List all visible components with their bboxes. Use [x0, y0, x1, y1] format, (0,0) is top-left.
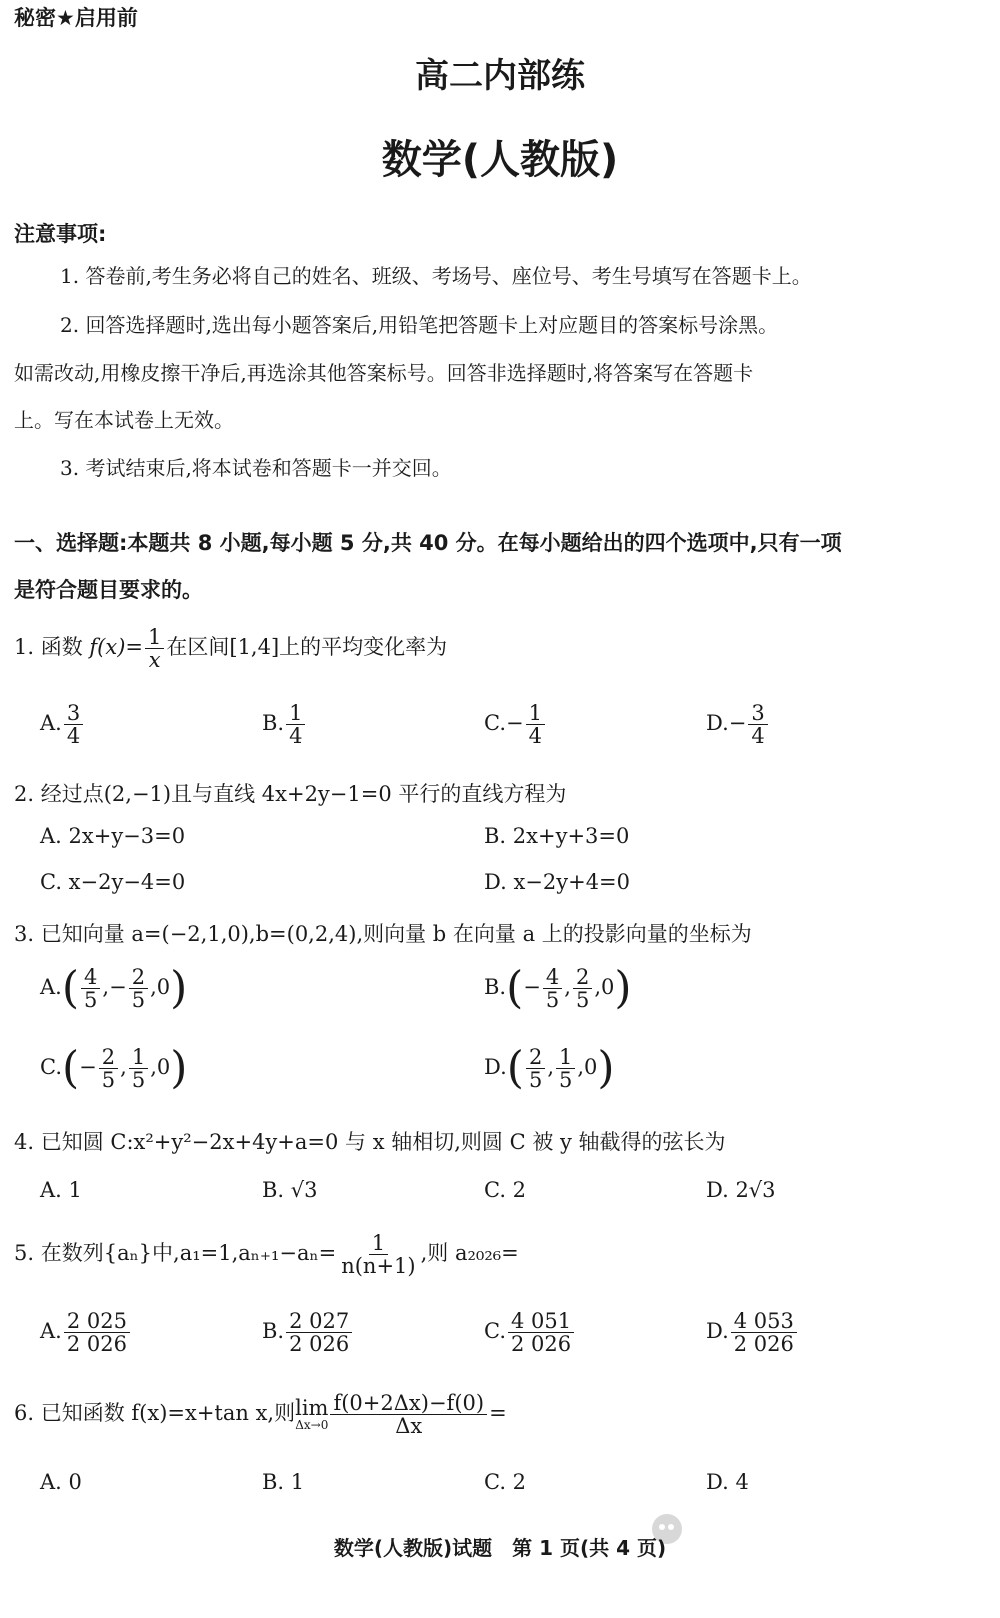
q5-prefix: 5. 在数列{aₙ}中,a₁=1,aₙ₊₁−aₙ=: [14, 1241, 337, 1266]
option-num: 4: [543, 966, 562, 989]
notice-heading: 注意事项:: [14, 222, 107, 246]
q3-option-a[interactable]: A.( $\frac{4}{5}$ ,− $\frac{2}{5}$ ,0): [40, 962, 188, 1014]
q1-option-a[interactable]: [40, 702, 85, 747]
q2-option-c[interactable]: C. x−2y−4=0: [40, 870, 186, 894]
option-label: A.: [40, 711, 62, 736]
option-fraction: [526, 1046, 545, 1091]
option-num: 1: [286, 702, 305, 725]
question-3: 3. 已知向量 a=(−2,1,0),b=(0,2,4),则向量 b 在向量 a 上的投影向量的坐标为: [14, 922, 752, 946]
option-den: 5: [559, 1068, 573, 1093]
q6-prefix: 6. 已知函数 f(x)=x+tan x,则: [14, 1401, 296, 1426]
notice-item-1: 1. 答卷前,考生务必将自己的姓名、班级、考场号、座位号、考生号填写在答题卡上。: [60, 264, 812, 288]
q5-option-c[interactable]: [484, 1310, 576, 1355]
option-den: 4: [66, 724, 81, 749]
page-footer: 数学(人教版)试题 第 1 页(共 4 页): [333, 1536, 667, 1560]
option-den: 4: [528, 724, 542, 749]
option-fraction: [731, 1310, 797, 1355]
exam-subtitle: 数学(人教版): [381, 137, 619, 183]
option-num: 1: [526, 702, 545, 725]
option-tail: ,0: [150, 1055, 171, 1080]
option-den: 5: [545, 988, 560, 1013]
q6-num: f(0+2Δx)−f(0): [330, 1392, 487, 1415]
option-num: 2: [99, 1046, 118, 1069]
option-label: D.: [706, 711, 729, 736]
option-label: B.: [262, 1319, 285, 1344]
option-tail: ,0: [577, 1055, 598, 1080]
section-line-1: 一、选择题:本题共 8 小题,每小题 5 分,共 40 分。在每小题给出的四个选项中,只有一项: [14, 531, 842, 555]
question-2: 2. 经过点(2,−1)且与直线 4x+2y−1=0 平行的直线方程为: [14, 782, 567, 806]
option-fraction: [556, 1046, 575, 1091]
q6-suffix: =: [489, 1401, 507, 1426]
q1-num: 1: [145, 626, 164, 649]
q6-option-b[interactable]: B. 1: [262, 1470, 305, 1494]
option-label: C.: [484, 1319, 506, 1344]
question-1: [14, 626, 447, 671]
option-num: 1: [556, 1046, 575, 1069]
q1-option-d[interactable]: [706, 702, 770, 747]
option-den: 5: [84, 988, 98, 1013]
option-sign: −: [109, 975, 127, 1000]
q4-option-d[interactable]: D. 2√3: [706, 1178, 776, 1202]
q1-fx: f(x)=: [89, 635, 143, 660]
right-paren: ): [614, 962, 632, 1014]
q1-fraction: [145, 626, 164, 671]
option-num: 2: [129, 966, 148, 989]
option-sign: −: [728, 711, 747, 736]
option-den: 5: [575, 988, 590, 1013]
option-num: 1: [129, 1046, 148, 1069]
option-label: B.: [484, 975, 507, 1000]
option-den: 5: [528, 1068, 543, 1093]
option-fraction: [573, 966, 592, 1011]
question-5: [14, 1232, 519, 1277]
option-num: 2: [573, 966, 592, 989]
q4-option-c[interactable]: C. 2: [484, 1178, 527, 1202]
question-4: 4. 已知圆 C:x²+y²−2x+4y+a=0 与 x 轴相切,则圆 C 被 y 轴截得的弦长为: [14, 1130, 726, 1154]
lim-word: lim: [295, 1396, 329, 1421]
notice-item-2-line2: 如需改动,用橡皮擦干净后,再选涂其他答案标号。回答非选择题时,将答案写在答题卡: [14, 361, 754, 385]
option-fraction: [748, 702, 767, 747]
notice-item-3: 3. 考试结束后,将本试卷和答题卡一并交回。: [60, 456, 452, 480]
q5-num: 1: [369, 1232, 388, 1255]
option-fraction: [81, 966, 100, 1011]
left-paren: (: [506, 1042, 524, 1094]
option-den: 2 026: [733, 1332, 794, 1357]
option-sign: −: [79, 1055, 97, 1080]
option-sign: −: [523, 975, 541, 1000]
q6-den: Δx: [395, 1414, 423, 1439]
right-paren: ): [170, 1042, 188, 1094]
option-num: 2 027: [286, 1310, 352, 1333]
option-label: A.: [40, 1319, 62, 1344]
q5-fraction: [338, 1232, 418, 1277]
q6-limit: [295, 1398, 328, 1431]
option-fraction: [64, 702, 83, 747]
confidential-label: 秘密★启用前: [14, 6, 138, 30]
option-fraction: [286, 1310, 352, 1355]
q5-den: n(n+1): [341, 1254, 416, 1279]
option-num: 4 051: [508, 1310, 574, 1333]
left-paren: (: [506, 962, 524, 1014]
section-heading: [14, 520, 974, 614]
option-fraction: [99, 1046, 118, 1091]
left-paren: (: [61, 962, 80, 1014]
q1-prefix: 1. 函数: [14, 635, 90, 660]
q1-option-c[interactable]: [484, 702, 547, 747]
q5-suffix: ,则 a₂₀₂₆=: [420, 1241, 519, 1266]
option-label: C.: [484, 711, 506, 736]
q6-fraction: [330, 1392, 487, 1437]
option-label: A.: [40, 975, 62, 1000]
option-den: 4: [751, 724, 765, 749]
question-6: [14, 1392, 507, 1437]
option-den: 5: [131, 1068, 146, 1093]
option-fraction: [286, 702, 305, 747]
q3-option-d[interactable]: D.( $\frac{2}{5}$ , $\frac{1}{5}$ ,0): [484, 1042, 615, 1094]
option-den: 4: [289, 724, 303, 749]
q4-option-a[interactable]: A. 1: [40, 1178, 82, 1202]
q4-option-b[interactable]: B. √3: [262, 1178, 318, 1202]
right-paren: ): [597, 1042, 615, 1094]
q6-option-d[interactable]: D. 4: [706, 1470, 749, 1494]
option-label: B.: [262, 711, 285, 736]
option-den: 5: [101, 1068, 116, 1093]
option-fraction: [64, 1310, 130, 1355]
option-num: 2: [526, 1046, 545, 1069]
option-fraction: [129, 966, 148, 1011]
q5-option-a[interactable]: [40, 1310, 132, 1355]
option-num: 4: [81, 966, 100, 989]
option-label: C.: [40, 1055, 62, 1080]
q2-option-d[interactable]: D. x−2y+4=0: [484, 870, 631, 894]
exam-title: 高二内部练: [415, 56, 585, 96]
option-sign: −: [506, 711, 524, 736]
q6-option-c[interactable]: C. 2: [484, 1470, 527, 1494]
q2-option-b[interactable]: B. 2x+y+3=0: [484, 824, 630, 848]
q1-suffix: 在区间[1,4]上的平均变化率为: [166, 635, 448, 660]
q5-option-d[interactable]: [706, 1310, 799, 1355]
option-fraction: [543, 966, 562, 1011]
option-den: 2 026: [66, 1332, 127, 1357]
option-fraction: [526, 702, 545, 747]
q1-option-b[interactable]: [262, 702, 307, 747]
notice-item-2-line3: 上。写在本试卷上无效。: [14, 408, 234, 432]
option-den: 2 026: [289, 1332, 350, 1357]
q2-option-a[interactable]: A. 2x+y−3=0: [40, 824, 186, 848]
option-fraction: [508, 1310, 574, 1355]
option-label: D.: [484, 1055, 507, 1080]
notice-item-2-line1: 2. 回答选择题时,选出每小题答案后,用铅笔把答题卡上对应题目的答案标号涂黑。: [60, 313, 779, 337]
option-num: 2 025: [64, 1310, 130, 1333]
option-den: 5: [131, 988, 146, 1013]
option-label: D.: [706, 1319, 729, 1344]
q3-option-c[interactable]: C.(− $\frac{2}{5}$ , $\frac{1}{5}$ ,0): [40, 1042, 188, 1094]
option-num: 4 053: [731, 1310, 797, 1333]
left-paren: (: [62, 1042, 80, 1094]
q6-option-a[interactable]: A. 0: [40, 1470, 82, 1494]
right-paren: ): [170, 962, 188, 1014]
option-tail: ,0: [594, 975, 615, 1000]
q1-den: x: [148, 648, 161, 673]
option-num: 3: [748, 702, 767, 725]
q5-option-b[interactable]: [262, 1310, 354, 1355]
option-num: 3: [64, 702, 83, 725]
section-line-2: 是符合题目要求的。: [14, 578, 203, 602]
option-fraction: [129, 1046, 148, 1091]
option-den: 2 026: [511, 1332, 572, 1357]
lim-subscript: Δx→0: [295, 1418, 329, 1433]
q3-option-b[interactable]: B.(− $\frac{4}{5}$ , $\frac{2}{5}$ ,0): [484, 962, 632, 1014]
option-tail: ,0: [150, 975, 171, 1000]
